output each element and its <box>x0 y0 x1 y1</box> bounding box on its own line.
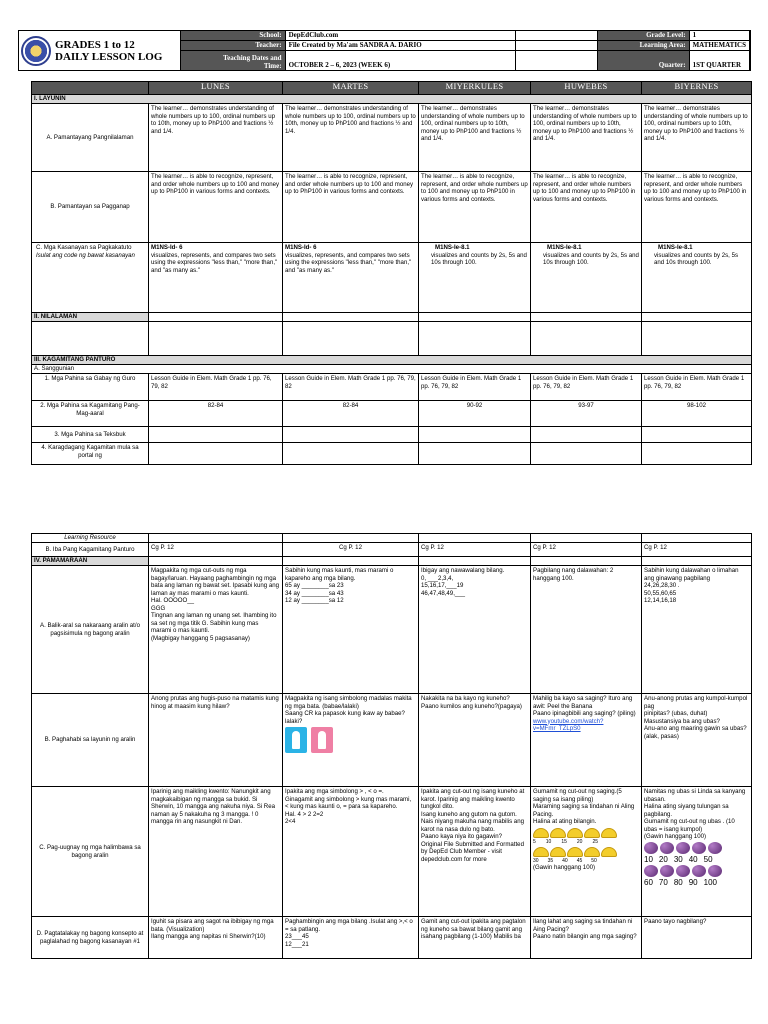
row-label: C. Mga Kasanayan sa Pagkakatuto Isulat ang code ng bawat kasanayan <box>32 243 149 313</box>
table-row <box>32 443 752 465</box>
title-line-2: DAILY LESSON LOG <box>55 50 163 63</box>
table-cell: Iparinig ang maikling kwento: Nanungkit ang magkakaibigan ng mangga sa bukid. Si Sherwin, 10 mangga ang nakuha niya. Si Rea naman ay 5 nakakuha ng 3 mangga. ! 0 mangga rin ang nasungkit ni Dan. <box>149 787 283 917</box>
table-cell: Gumamit ng cut-out ng saging.(5 saging sa isang piling) Maraming saging sa tindahan ni Aling Pacing. Halina at ating bilangin. 5 10 15 20 25 30 35 40 45 50 (Gawin hanggang 100) <box>531 787 642 917</box>
header-title-block <box>19 31 181 70</box>
table-cell: Anong prutas ang hugis-puso na matamis kung hinog at maasim kung hilaw? <box>149 694 283 787</box>
table-row <box>32 917 752 959</box>
table-cell: The learner… is able to recognize, represent, and order whole numbers up to 100 and money up to PhP100 in various forms and contexts. <box>149 172 283 243</box>
table-row <box>32 566 752 694</box>
table-cell: Magpakita ng isang simbolong madalas makita ng mga bata. (babae/lalaki) Saang CR ka papasok kung ikaw ay babae?lalaki? <box>283 694 419 787</box>
grade-value: 1 <box>690 31 750 41</box>
table-cell: The learner… is able to recognize, represent, and order whole numbers up to 100 and money up to PhP100 in various forms and contexts. <box>642 172 752 243</box>
section-row <box>32 313 752 322</box>
table-cell: Ipakita ang cut-out ng isang kuneho at karot. Iparinig ang maikling kwento tungkol dito. Isang kuneho ang gutom na gutom. Nais niyang makuha nang mabilis ang karot na nasa dulo ng bato. Paano kaya niya ito gagawin? Original File Submitted and Formatted by DepEd Club Member - visit depedclub.com for more <box>419 787 531 917</box>
subsection-title: A. Sanggunian <box>32 365 752 374</box>
title-line-1: GRADES 1 to 12 <box>55 38 135 51</box>
teacher-label: Teacher: <box>181 41 286 51</box>
day-header: MIYERKULES <box>419 82 531 95</box>
grape-icon <box>644 865 658 877</box>
banana-icon <box>601 847 617 857</box>
table-cell: Anu-anong prutas ang kumpol-kumpol pag pinipitas? (ubas, duhat) Masustansiya ba ang ubas? Anu-ano ang maaring gawin sa ubas? (alak, pasas) <box>642 694 752 787</box>
table-cell: Lesson Guide in Elem. Math Grade 1 pp. 76, 79, 82 <box>531 374 642 401</box>
table-cell: Magpakita ng mga cut-outs ng mga bagay/laruan. Hayaang paghambingin ng mga bata ang laman ng bawat set. Ipasabi kung ang laman ay mas marami o mas kaunti. Hal. OOOOO__ GGG Tingnan ang laman ng unang set. Ihambing ito sa set ng mga titik G. Sabihin kung mas marami o mas kaunti. (Magbigay hanggang 5 pagsasanay) <box>149 566 283 694</box>
section-title: I. LAYUNIN <box>32 95 752 104</box>
row-label: B. Paghahabi sa layunin ng aralin <box>32 694 149 787</box>
teacher-value: File Created by Ma'am SANDRA A. DARIO <box>286 41 516 51</box>
banana-icon <box>567 847 583 857</box>
table-row <box>32 374 752 401</box>
table-cell: M1NS-Id- 6 visualizes, represents, and compares two sets using the expressions "less than," "more than," and "as many as." <box>149 243 283 313</box>
table-row <box>32 401 752 427</box>
table-cell: Nakakita na ba kayo ng kuneho? Paano kumilos ang kuneho?(pagaya) <box>419 694 531 787</box>
table-cell: The learner… demonstrates understanding of whole numbers up to 100, ordinal numbers up to 10th, money up to PhP100 and fractions ½ and 1/4. <box>531 104 642 172</box>
section-row <box>32 557 752 566</box>
dates-value: OCTOBER 2 – 6, 2023 (WEEK 6) <box>286 51 516 71</box>
table-cell: Iguhit sa pisara ang sagot na ibibigay ng mga bata. (Visualization) Ilang mangga ang napitas ni Sherwin?(10) <box>149 917 283 959</box>
table-cell: Paano tayo nagbilang? <box>642 917 752 959</box>
row-label: B. Pamantayan sa Pagganap <box>32 172 149 243</box>
table-cell: The learner… demonstrates understanding of whole numbers up to 100, ordinal numbers up to 10th, money up to PhP100 and fractions ½ and 1/4. <box>419 104 531 172</box>
table-row <box>32 427 752 443</box>
male-restroom-icon <box>285 727 307 753</box>
table-cell: 90-92 <box>419 401 531 427</box>
grape-icon <box>676 842 690 854</box>
grape-icon <box>644 842 658 854</box>
section-title: II. NILALAMAN <box>32 313 149 322</box>
table-row <box>32 322 752 356</box>
school-label: School: <box>181 31 286 41</box>
table-cell: Cg P. 12 <box>531 543 642 557</box>
banana-icon <box>601 828 617 838</box>
grape-icon <box>660 842 674 854</box>
female-restroom-icon <box>311 727 333 753</box>
area-value: MATHEMATICS <box>690 41 750 51</box>
row-label: 2. Mga Pahina sa Kagamitang Pang-Mag-aaral <box>32 401 149 427</box>
table-cell: Lesson Guide in Elem. Math Grade 1 pp. 76, 79, 82 <box>419 374 531 401</box>
day-header-row <box>32 82 752 95</box>
day-header: LUNES <box>149 82 283 95</box>
row-label: 3. Mga Pahina sa Teksbuk <box>32 427 149 443</box>
area-label: Learning Area: <box>598 41 690 51</box>
grape-icon <box>676 865 690 877</box>
table-cell: Cg P. 12 <box>149 543 283 557</box>
table-cell: Lesson Guide in Elem. Math Grade 1 pp. 76, 79, 82 <box>149 374 283 401</box>
school-value: DepEdClub.com <box>286 31 516 41</box>
section-title: IV. PAMAMARAAN <box>32 557 149 566</box>
row-label: C. Pag-uugnay ng mga halimbawa sa bagong aralin <box>32 787 149 917</box>
table-row <box>32 172 752 243</box>
table-cell: The learner… demonstrates understanding of whole numbers up to 100, ordinal numbers up to 10th, money up to PhP100 and fractions ½ and 1/4. <box>642 104 752 172</box>
table-row <box>32 787 752 917</box>
table-cell: 93-97 <box>531 401 642 427</box>
youtube-link[interactable]: www.youtube.com/watch?v=MFmr_TZLpS0 <box>533 717 604 732</box>
table-cell: The learner… is able to recognize, represent, and order whole numbers up to 100 and money up to PhP100 in various forms and contexts. <box>283 172 419 243</box>
banana-icon <box>533 847 549 857</box>
table-cell: Namitas ng ubas si Linda sa kanyang ubasan. Halina ating siyang tulungan sa pagbilang. Gumamit ng cut-out ng ubas . (10 ubas = isang kumpol) (Gawin hanggang 100) 10 20 30 40 50 60 70 80 90 100 <box>642 787 752 917</box>
quarter-label: Quarter: <box>598 51 690 71</box>
table-cell: 82-84 <box>149 401 283 427</box>
table-cell: The learner… demonstrates understanding of whole numbers up to 100, ordinal numbers up to 10th, money up to PhP100 and fractions ½ and 1/4. <box>149 104 283 172</box>
table-cell: Ilang lahat ang saging sa tindahan ni Aing Pacing? Paano natin bilangin ang mga saging? <box>531 917 642 959</box>
table-cell: Sabihin kung mas kaunti, mas marami o kapareho ang mga bilang. 65 ay ________sa 23 34 ay ________sa 43 12 ay ________sa 12 <box>283 566 419 694</box>
table-row <box>32 104 752 172</box>
table-row <box>32 694 752 787</box>
table-cell: The learner… is able to recognize, represent, and order whole numbers up to 100 and money up to PhP100 in various forms and contexts. <box>419 172 531 243</box>
section-title: III. KAGAMITANG PANTURO <box>32 356 752 365</box>
grape-icon <box>692 842 706 854</box>
row-label: A. Pamantayang Pangnilalaman <box>32 104 149 172</box>
grade-label: Grade Level: <box>598 31 690 41</box>
row-label: A. Balik-aral sa nakaraang aralin at/o pagsisimula ng bagong aralin <box>32 566 149 694</box>
day-header: HUWEBES <box>531 82 642 95</box>
table-cell: Gamit ang cut-out ipakita ang pagtalon ng kuneho sa bawat bilang gamit ang isahang pagbilang (1-100) Mabilis ba <box>419 917 531 959</box>
header-info-grid <box>181 31 750 70</box>
banana-icon <box>584 847 600 857</box>
table-cell: Cg P. 12 <box>642 543 752 557</box>
table-cell: Paghambingin ang mga bilang .Isulat ang >,< o = sa patlang. 23___45 12___21 <box>283 917 419 959</box>
banana-icon <box>550 847 566 857</box>
day-header: MARTES <box>283 82 419 95</box>
table-cell: Pagbilang nang dalawahan: 2 hanggang 100. <box>531 566 642 694</box>
header <box>18 30 751 71</box>
table-row <box>32 534 752 543</box>
day-header: BIYERNES <box>642 82 752 95</box>
table-cell: Ibigay ang nawawalang bilang. 0, ___2,3,4, 15,16,17,___19 46,47,48,49,___ <box>419 566 531 694</box>
row-label: 4. Karagdagang Kagamitan mula sa portal ng <box>32 443 149 465</box>
section-row <box>32 356 752 365</box>
table-cell: The learner… is able to recognize, represent, and order whole numbers up to 100 and money up to PhP100 in various forms and contexts. <box>531 172 642 243</box>
banana-icon <box>550 828 566 838</box>
table-cell: M1NS-Id- 6 visualizes, represents, and compares two sets using the expressions "less than," "more than," and "as many as." <box>283 243 419 313</box>
section-row <box>32 95 752 104</box>
banana-icon <box>533 828 549 838</box>
table-cell: Sabihin kung dalawahan o limahan ang ginawang pagbilang 24,26,28,30 . 50,55,60,65 12,14,16,18 <box>642 566 752 694</box>
table-cell: The learner… demonstrates understanding of whole numbers up to 100, ordinal numbers up to 10th, money up to PhP100 and fractions ½ and 1/4. <box>283 104 419 172</box>
row-label: D. Pagtatalakay ng bagong konsepto at paglalahad ng bagong kasanayan #1 <box>32 917 149 959</box>
banana-icon <box>567 828 583 838</box>
grape-icon <box>708 865 722 877</box>
lesson-log-table-lower <box>31 533 752 959</box>
row-label: Learning Resource <box>32 534 149 543</box>
table-cell: Mahilig ba kayo sa saging? Ituro ang awit: Peel the Banana Paano ipinagbibili ang saging? (piling) www.youtube.com/watch?v=MFmr_TZLpS0 <box>531 694 642 787</box>
grape-icon <box>708 842 722 854</box>
table-cell: Ipakita ang mga simbolong > , < o =. Ginagamit ang simbolong > kung mas marami, < kung mas kaunti o, = para sa kapareho. Hal. 4 > 2 2=2 2<4 <box>283 787 419 917</box>
table-row <box>32 543 752 557</box>
table-cell: M1NS-Ie-8.1 visualizes and counts by 2s, 5s and 10s through 100. <box>531 243 642 313</box>
table-cell: Cg P. 12 <box>283 543 419 557</box>
banana-icon <box>584 828 600 838</box>
table-cell: 82-84 <box>283 401 419 427</box>
deped-seal-icon <box>21 36 51 66</box>
row-label: 1. Mga Pahina sa Gabay ng Guro <box>32 374 149 401</box>
table-cell: M1NS-Ie-8.1 visualizes and counts by 2s, 5s and 10s through 100. <box>642 243 752 313</box>
grape-icon <box>692 865 706 877</box>
table-row <box>32 243 752 313</box>
table-cell: 98-102 <box>642 401 752 427</box>
quarter-value: 1ST QUARTER <box>690 51 750 71</box>
section-row <box>32 365 752 374</box>
table-cell: Lesson Guide in Elem. Math Grade 1 pp. 76, 79, 82 <box>642 374 752 401</box>
table-cell: M1NS-Ie-8.1 visualizes and counts by 2s, 5s and 10s through 100. <box>419 243 531 313</box>
table-cell: Lesson Guide in Elem. Math Grade 1 pp. 76, 79, 82 <box>283 374 419 401</box>
row-label: B. Iba Pang Kagamitang Panturo <box>32 543 149 557</box>
grape-icon <box>660 865 674 877</box>
dates-label: Teaching Dates and Time: <box>181 51 286 71</box>
table-cell: Cg P. 12 <box>419 543 531 557</box>
lesson-log-table-upper <box>31 81 752 465</box>
